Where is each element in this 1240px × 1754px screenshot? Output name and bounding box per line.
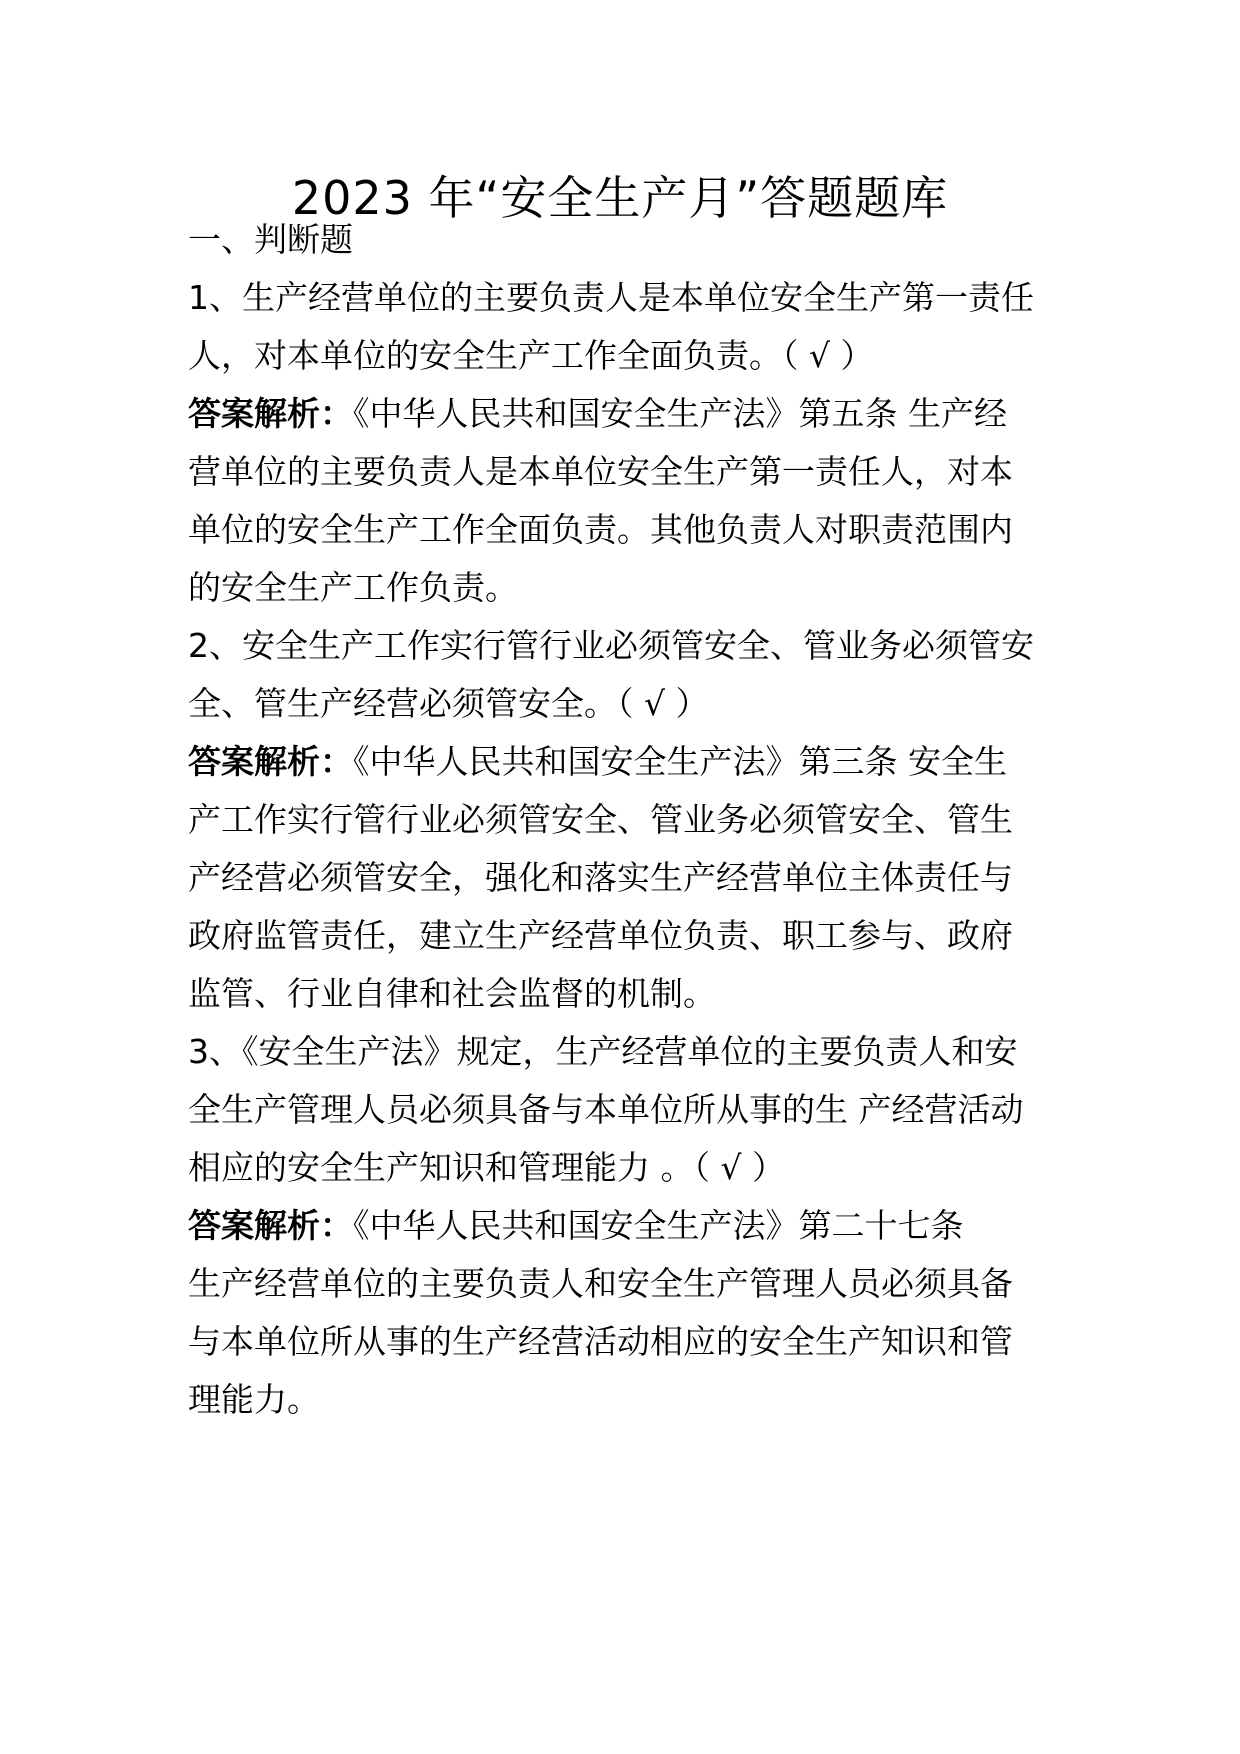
question-3-line-2: 全生产管理人员必须具备与本单位所从事的生 产经营活动 xyxy=(188,1090,1024,1129)
section-heading: 一、判断题 xyxy=(188,220,353,259)
answer-3-line-4: 理能力。 xyxy=(188,1380,320,1419)
answer-2-line-3: 产经营必须管安全，强化和落实生产经营单位主体责任与 xyxy=(188,858,1013,897)
question-1-line-2: 人，对本单位的安全生产工作全面负责。（ √ ） xyxy=(188,336,874,375)
question-2-line-1: 2、安全生产工作实行管行业必须管安全、管业务必须管安 xyxy=(188,626,1034,665)
answer-2-line-2: 产工作实行管行业必须管安全、管业务必须管安全、管生 xyxy=(188,800,1013,839)
answer-1-line-3: 单位的安全生产工作全面负责。其他负责人对职责范围内 xyxy=(188,510,1013,549)
answer-label: 答案解析： xyxy=(188,742,353,781)
answer-3-line-1 xyxy=(188,1204,1068,1247)
answer-2-line-4: 政府监管责任，建立生产经营单位负责、职工参与、政府 xyxy=(188,916,1013,955)
answer-1-line-2: 营单位的主要负责人是本单位安全生产第一责任人，对本 xyxy=(188,452,1013,491)
answer-2-line-5: 监管、行业自律和社会监督的机制。 xyxy=(188,974,716,1013)
answer-3-line-3: 与本单位所从事的生产经营活动相应的安全生产知识和管 xyxy=(188,1322,1013,1361)
question-1-line-1: 1、生产经营单位的主要负责人是本单位安全生产第一责任 xyxy=(188,278,1034,317)
answer-3-line-2: 生产经营单位的主要负责人和安全生产管理人员必须具备 xyxy=(188,1264,1013,1303)
question-3-line-1: 3、《安全生产法》规定，生产经营单位的主要负责人和安 xyxy=(188,1032,1018,1071)
answer-label: 答案解析： xyxy=(188,394,353,433)
answer-2-line-1 xyxy=(188,740,1068,783)
answer-1-line-4: 的安全生产工作负责。 xyxy=(188,568,518,607)
question-3-line-3: 相应的安全生产知识和管理能力 。（ √ ） xyxy=(188,1148,785,1187)
document-title: 2023 年“安全生产月”答题题库 xyxy=(291,171,949,225)
answer-text: 《中华人民共和国安全生产法》第二十七条 xyxy=(353,1206,964,1245)
answer-text: 《中华人民共和国安全生产法》第五条 生产经 xyxy=(353,394,1007,433)
answer-text: 《中华人民共和国安全生产法》第三条 安全生 xyxy=(353,742,1007,781)
answer-1-line-1 xyxy=(188,392,1068,435)
question-2-line-2: 全、管生产经营必须管安全。（ √ ） xyxy=(188,684,709,723)
answer-label: 答案解析： xyxy=(188,1206,353,1245)
